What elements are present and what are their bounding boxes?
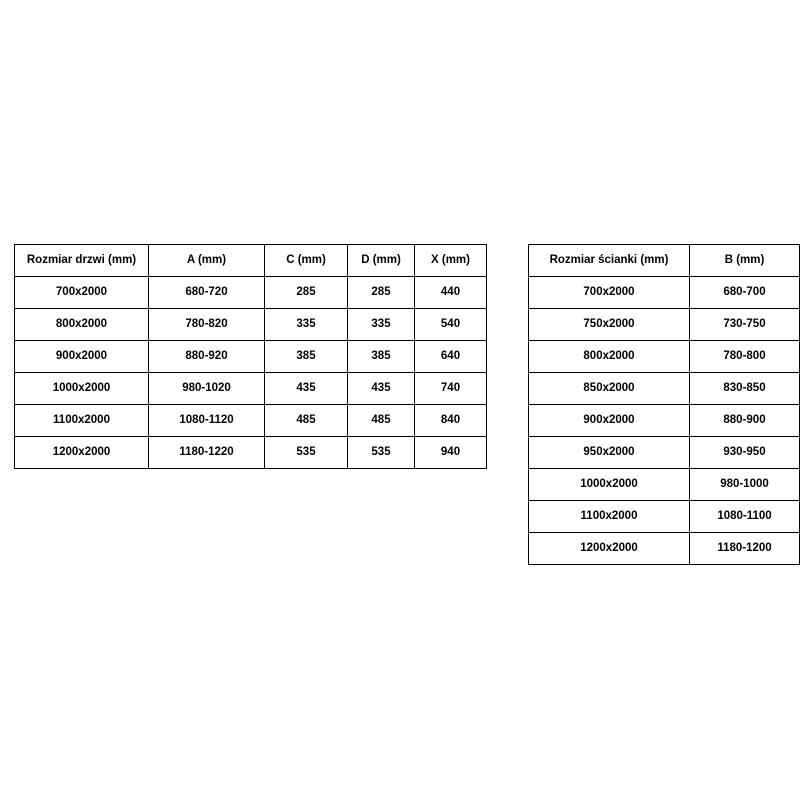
cell-door-size: 1200x2000 xyxy=(15,437,149,469)
table-row xyxy=(529,533,800,565)
cell-wall-size: 1200x2000 xyxy=(529,533,690,565)
cell-door-size: 1100x2000 xyxy=(15,405,149,437)
table-header-row xyxy=(15,245,487,277)
cell-x: 440 xyxy=(415,277,487,309)
cell-door-size: 700x2000 xyxy=(15,277,149,309)
table-row xyxy=(529,309,800,341)
cell-d: 435 xyxy=(348,373,415,405)
cell-a: 1180-1220 xyxy=(149,437,265,469)
table-row xyxy=(529,373,800,405)
column-header-a: A (mm) xyxy=(149,245,265,277)
cell-b: 880-900 xyxy=(690,405,800,437)
cell-c: 385 xyxy=(265,341,348,373)
cell-d: 385 xyxy=(348,341,415,373)
table-header-row xyxy=(529,245,800,277)
door-size-table xyxy=(14,244,487,469)
table-row xyxy=(15,405,487,437)
table-row xyxy=(15,373,487,405)
column-header-d: D (mm) xyxy=(348,245,415,277)
cell-wall-size: 900x2000 xyxy=(529,405,690,437)
cell-wall-size: 750x2000 xyxy=(529,309,690,341)
cell-c: 335 xyxy=(265,309,348,341)
cell-c: 435 xyxy=(265,373,348,405)
cell-b: 680-700 xyxy=(690,277,800,309)
column-header-door-size: Rozmiar drzwi (mm) xyxy=(15,245,149,277)
table-row xyxy=(15,437,487,469)
column-header-wall-size: Rozmiar ścianki (mm) xyxy=(529,245,690,277)
cell-b: 930-950 xyxy=(690,437,800,469)
column-header-x: X (mm) xyxy=(415,245,487,277)
table-row xyxy=(15,277,487,309)
cell-wall-size: 1100x2000 xyxy=(529,501,690,533)
cell-b: 1080-1100 xyxy=(690,501,800,533)
cell-wall-size: 950x2000 xyxy=(529,437,690,469)
table-row xyxy=(529,437,800,469)
column-header-c: C (mm) xyxy=(265,245,348,277)
cell-wall-size: 800x2000 xyxy=(529,341,690,373)
cell-door-size: 1000x2000 xyxy=(15,373,149,405)
cell-c: 535 xyxy=(265,437,348,469)
cell-d: 335 xyxy=(348,309,415,341)
cell-wall-size: 850x2000 xyxy=(529,373,690,405)
cell-b: 830-850 xyxy=(690,373,800,405)
cell-b: 980-1000 xyxy=(690,469,800,501)
table-row xyxy=(529,277,800,309)
cell-x: 640 xyxy=(415,341,487,373)
cell-d: 535 xyxy=(348,437,415,469)
cell-d: 485 xyxy=(348,405,415,437)
cell-a: 1080-1120 xyxy=(149,405,265,437)
cell-door-size: 800x2000 xyxy=(15,309,149,341)
cell-c: 485 xyxy=(265,405,348,437)
cell-b: 1180-1200 xyxy=(690,533,800,565)
table-row xyxy=(529,341,800,373)
cell-b: 780-800 xyxy=(690,341,800,373)
cell-a: 680-720 xyxy=(149,277,265,309)
wall-size-table xyxy=(528,244,800,565)
column-header-b: B (mm) xyxy=(690,245,800,277)
cell-b: 730-750 xyxy=(690,309,800,341)
cell-c: 285 xyxy=(265,277,348,309)
table-row xyxy=(15,341,487,373)
cell-a: 780-820 xyxy=(149,309,265,341)
cell-door-size: 900x2000 xyxy=(15,341,149,373)
cell-wall-size: 1000x2000 xyxy=(529,469,690,501)
cell-a: 980-1020 xyxy=(149,373,265,405)
table-row xyxy=(529,405,800,437)
cell-x: 540 xyxy=(415,309,487,341)
table-row xyxy=(529,501,800,533)
cell-x: 940 xyxy=(415,437,487,469)
cell-wall-size: 700x2000 xyxy=(529,277,690,309)
cell-d: 285 xyxy=(348,277,415,309)
cell-x: 740 xyxy=(415,373,487,405)
cell-a: 880-920 xyxy=(149,341,265,373)
table-row xyxy=(15,309,487,341)
cell-x: 840 xyxy=(415,405,487,437)
table-row xyxy=(529,469,800,501)
